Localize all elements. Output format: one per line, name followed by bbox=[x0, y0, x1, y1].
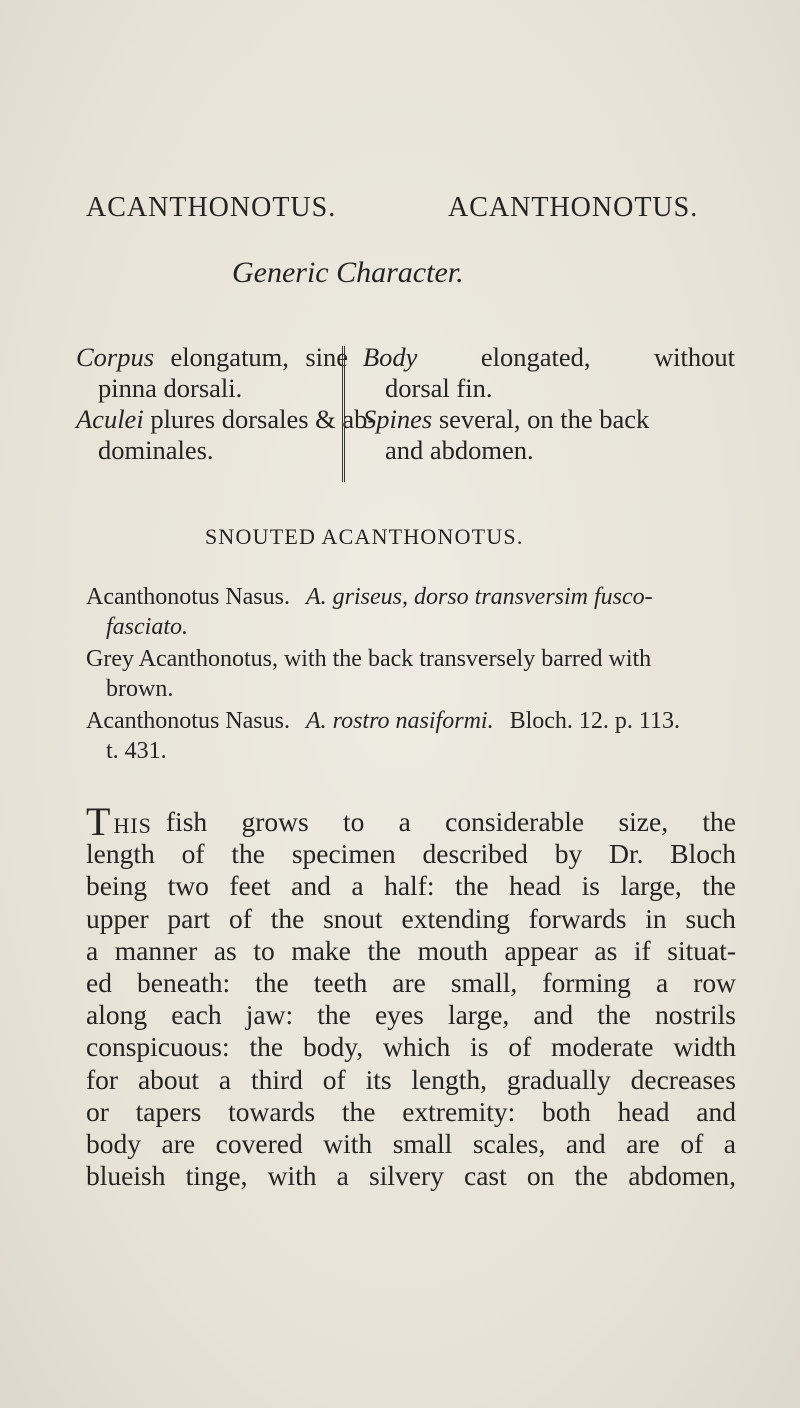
body-line: upper part of the snout extending forwards in such bbox=[86, 902, 736, 934]
synonym-1-desc: A. griseus, dorso transversim fusco- bbox=[305, 584, 653, 610]
latin-line-3: Aculei plures dorsales & ab- bbox=[76, 404, 377, 434]
synonym-3 bbox=[86, 706, 736, 766]
species-heading: SNOUTED ACANTHONOTUS. bbox=[205, 524, 524, 549]
synonym-2-line: Grey Acanthonotus, with the back transversely barred with bbox=[86, 646, 652, 672]
running-head-left: ACANTHONOTUS. bbox=[86, 192, 337, 223]
synonym-2-cont: brown. bbox=[106, 676, 174, 702]
synonym-1-cont: fasciato. bbox=[106, 614, 188, 640]
synonym-1 bbox=[86, 582, 736, 642]
body-line: being two feet and a half: the head is large, the bbox=[86, 870, 736, 902]
synonym-3-name: Acanthonotus Nasus. bbox=[86, 708, 290, 734]
synonym-3-ref: Bloch. 12. p. 113. bbox=[509, 708, 681, 734]
synonym-1-line bbox=[86, 582, 736, 612]
body-line: or tapers towards the extremity: both head and bbox=[86, 1095, 736, 1127]
body-line: conspicuous: the body, which is of moderate width bbox=[86, 1031, 736, 1063]
running-head-right: ACANTHONOTUS. bbox=[448, 192, 699, 223]
latin-line-1: Corpus elongatum, sine bbox=[76, 342, 348, 372]
synonym-1-name: Acanthonotus Nasus. bbox=[86, 584, 290, 610]
body-line: THIS fish grows to a considerable size, the bbox=[86, 799, 736, 844]
english-line-1: Body elongated, without bbox=[363, 342, 735, 372]
synonym-3-desc: A. rostro nasiformi. bbox=[305, 708, 494, 734]
english-line-4: and abdomen. bbox=[385, 435, 534, 465]
body-line: along each jaw: the eyes large, and the nostrils bbox=[86, 999, 736, 1031]
section-title: Generic Character. bbox=[232, 256, 464, 289]
english-line-2: dorsal fin. bbox=[385, 373, 493, 403]
body-line: length of the specimen described by Dr. Bloch bbox=[86, 838, 736, 870]
running-head bbox=[86, 192, 726, 224]
first-word-rest: HIS bbox=[113, 813, 152, 838]
synonym-3-cont: t. 431. bbox=[106, 738, 167, 764]
latin-line-4: dominales. bbox=[98, 435, 214, 465]
synonym-3-line bbox=[86, 706, 736, 736]
body-line: body are covered with small scales, and are of a bbox=[86, 1127, 736, 1159]
generic-character-latin bbox=[76, 342, 377, 466]
synonym-2 bbox=[86, 644, 736, 704]
body-line: a manner as to make the mouth appear as if situat- bbox=[86, 934, 736, 966]
column-divider bbox=[342, 346, 345, 482]
generic-character-english bbox=[363, 342, 735, 466]
latin-line-2: pinna dorsali. bbox=[98, 373, 243, 403]
body-line: blueish tinge, with a silvery cast on the abdomen, bbox=[86, 1160, 736, 1192]
drop-cap: T bbox=[86, 799, 111, 844]
english-line-3: Spines several, on the back bbox=[363, 404, 650, 434]
body-line: ed beneath: the teeth are small, forming a row bbox=[86, 966, 736, 998]
body-line: for about a third of its length, gradually decreases bbox=[86, 1063, 736, 1095]
body-paragraph bbox=[86, 799, 736, 1192]
